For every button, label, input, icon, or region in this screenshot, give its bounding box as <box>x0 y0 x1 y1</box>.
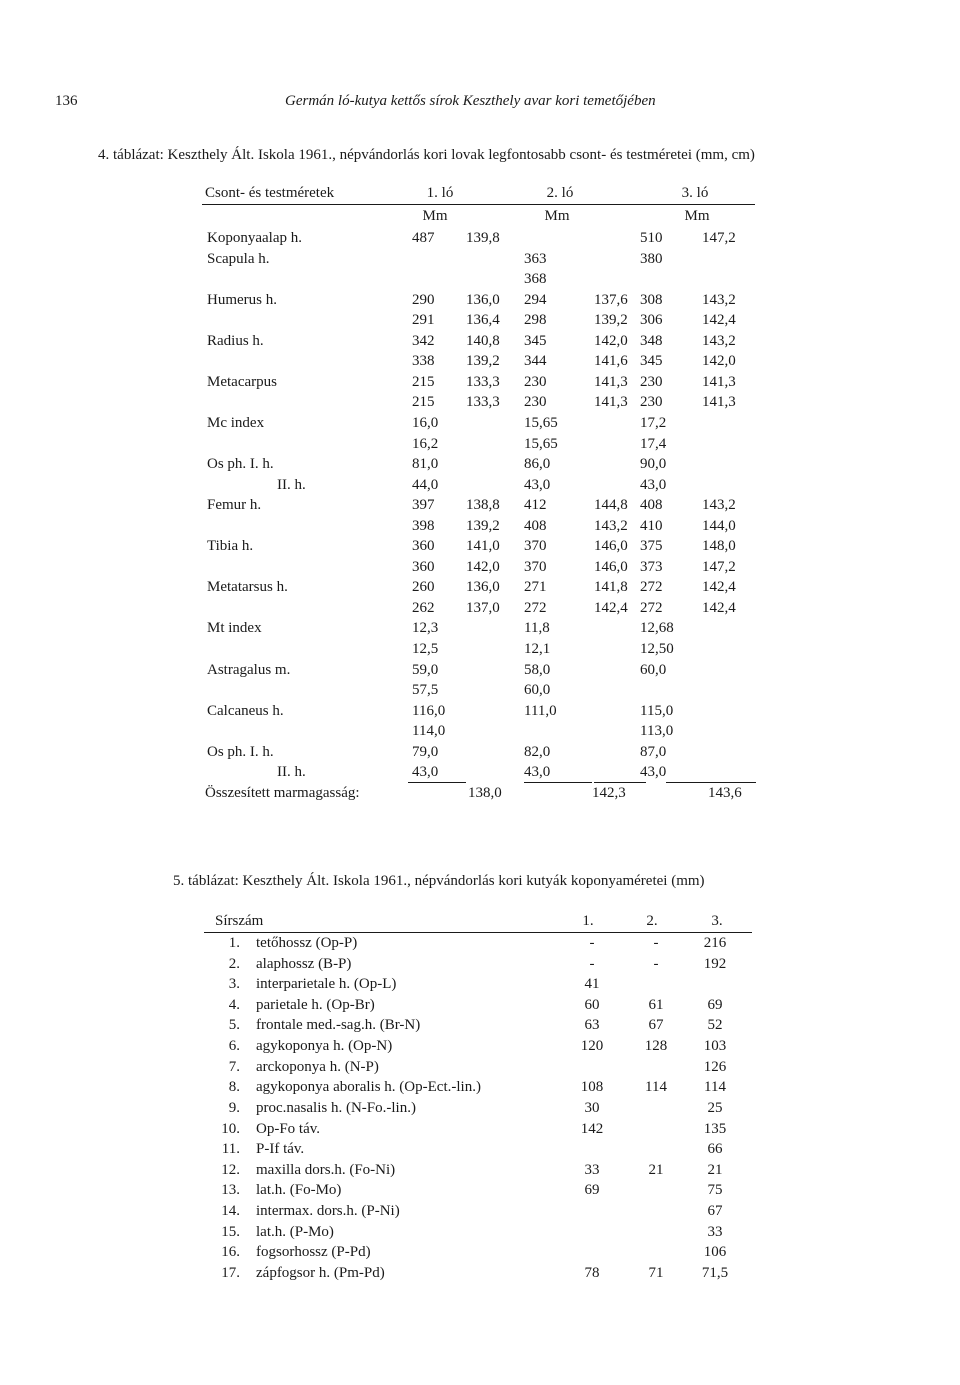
table4-cell: 148,0 <box>702 538 736 554</box>
table5-cell: 21 <box>648 1162 664 1178</box>
table4-cell: 82,0 <box>524 744 551 760</box>
table4-cell: 342 <box>412 333 435 349</box>
table5-row-number: 10. <box>221 1121 240 1137</box>
table4-cell: 141,3 <box>702 394 736 410</box>
table4-cell: 144,8 <box>594 497 628 513</box>
table4-cell: 271 <box>524 579 547 595</box>
table5-row-label: frontale med.-sag.h. (Br-N) <box>256 1017 421 1033</box>
table4-cell: 137,0 <box>466 600 500 616</box>
table4-cell: 79,0 <box>412 744 439 760</box>
table4-cell: 15,65 <box>524 436 558 452</box>
table4-cell: 375 <box>640 538 663 554</box>
table4-row-label: Astragalus m. <box>207 662 291 678</box>
table4-cell: 17,4 <box>640 436 667 452</box>
table4-total-label: Összesített marmagasság: <box>205 785 360 801</box>
table5-row-label: Op-Fo táv. <box>256 1121 321 1137</box>
table4-cell: 43,0 <box>412 764 439 780</box>
table4-row-label: Metacarpus <box>207 374 277 390</box>
table4-cell: 43,0 <box>524 477 551 493</box>
table4-cell: 308 <box>640 292 663 308</box>
table4-sum-rule-2 <box>524 782 592 783</box>
table5-cell: - <box>589 935 595 951</box>
table4-cell: 116,0 <box>412 703 446 719</box>
table4-cell: 143,2 <box>702 292 736 308</box>
table4-cell: 86,0 <box>524 456 551 472</box>
table4-cell: 16,2 <box>412 436 439 452</box>
table4-cell: 398 <box>412 518 435 534</box>
table4-cell: 146,0 <box>594 538 628 554</box>
table5-row-number: 2. <box>228 956 240 972</box>
table4-cell: 141,0 <box>466 538 500 554</box>
table4-subheader: Mm <box>422 208 448 224</box>
table4-row-label: Metatarsus h. <box>207 579 288 595</box>
table5-cell: 69 <box>584 1182 600 1198</box>
table4-cell: 230 <box>524 394 547 410</box>
table4-cell: 12,1 <box>524 641 551 657</box>
table4-cell: 57,5 <box>412 682 439 698</box>
table4-cell: 141,6 <box>594 353 628 369</box>
table4-cell: 215 <box>412 394 435 410</box>
table4-cell: 338 <box>412 353 435 369</box>
table4-row-label: II. h. <box>277 477 306 493</box>
table4-cell: 272 <box>640 579 663 595</box>
table4-horse-header: 2. ló <box>546 185 574 201</box>
table5-cell: 106 <box>703 1244 727 1260</box>
table5-cell: 120 <box>580 1038 604 1054</box>
table4-cell: 137,6 <box>594 292 628 308</box>
table4-row-label: II. h. <box>277 764 306 780</box>
table5-header-rule <box>204 932 752 933</box>
table4-cell: 142,0 <box>702 353 736 369</box>
table4-cell: 115,0 <box>640 703 674 719</box>
table5-row-number: 9. <box>228 1100 240 1116</box>
table4-cell: 143,2 <box>702 333 736 349</box>
table4-row-label: Mc index <box>207 415 265 431</box>
table4-cell: 344 <box>524 353 547 369</box>
table4-cell: 60,0 <box>524 682 551 698</box>
table4-cell: 373 <box>640 559 663 575</box>
table5-cell: 25 <box>707 1100 723 1116</box>
table5-col-header: 1. <box>582 913 594 929</box>
table5-caption: 5. táblázat: Keszthely Ált. Iskola 1961., népvándorlás kori kutyák koponyaméretei (mm) <box>173 873 705 889</box>
table4-cell: 140,8 <box>466 333 500 349</box>
table5-col-header: 2. <box>646 913 658 929</box>
table5-cell: 67 <box>648 1017 664 1033</box>
table4-header-rule <box>202 204 755 205</box>
table4-cell: 16,0 <box>412 415 439 431</box>
table4-cell: 360 <box>412 538 435 554</box>
table5-row-number: 3. <box>228 976 240 992</box>
table4-horse-header: 1. ló <box>426 185 454 201</box>
table4-cell: 12,50 <box>640 641 674 657</box>
table4-cell: 410 <box>640 518 663 534</box>
table4-cell: 230 <box>640 394 663 410</box>
table4-row-label: Humerus h. <box>207 292 277 308</box>
table5-cell: 33 <box>707 1224 723 1240</box>
table4-total-value: 142,3 <box>592 785 626 801</box>
table4-total-value: 143,6 <box>708 785 742 801</box>
table4-cell: 142,0 <box>594 333 628 349</box>
table5-cell: 69 <box>707 997 723 1013</box>
table4-cell: 143,2 <box>702 497 736 513</box>
table4-cell: 15,65 <box>524 415 558 431</box>
table5-row-label: arckoponya h. (N-P) <box>256 1059 379 1075</box>
table5-col-header: 3. <box>711 913 723 929</box>
table4-cell: 133,3 <box>466 374 500 390</box>
table5-row-label: interparietale h. (Op-L) <box>256 976 397 992</box>
table5-cell: 142 <box>580 1121 604 1137</box>
table4-cell: 146,0 <box>594 559 628 575</box>
table5-row-label: lat.h. (Fo-Mo) <box>256 1182 342 1198</box>
table5-row-label: proc.nasalis h. (N-Fo.-lin.) <box>256 1100 416 1116</box>
table4-cell: 230 <box>524 374 547 390</box>
table5-row-label: P-If táv. <box>256 1141 305 1157</box>
table4-row-label: Calcaneus h. <box>207 703 284 719</box>
table4-cell: 363 <box>524 251 547 267</box>
table4-row-label: Scapula h. <box>207 251 270 267</box>
table5-cell: 63 <box>584 1017 600 1033</box>
table4-cell: 43,0 <box>524 764 551 780</box>
table5-cell: 71 <box>648 1265 664 1281</box>
table4-cell: 139,2 <box>594 312 628 328</box>
table4-cell: 81,0 <box>412 456 439 472</box>
table4-cell: 348 <box>640 333 663 349</box>
table4-row-label: Os ph. I. h. <box>207 456 274 472</box>
page-number: 136 <box>55 93 78 109</box>
table4-row-label: Koponyaalap h. <box>207 230 302 246</box>
table5-cell: - <box>653 956 659 972</box>
table4-row-label: Os ph. I. h. <box>207 744 274 760</box>
table4-cell: 138,8 <box>466 497 500 513</box>
table4-cell: 142,4 <box>702 312 736 328</box>
table4-cell: 58,0 <box>524 662 551 678</box>
table5-cell: 66 <box>707 1141 723 1157</box>
table4-cell: 141,8 <box>594 579 628 595</box>
table5-cell: 114 <box>704 1079 726 1095</box>
table4-cell: 136,0 <box>466 579 500 595</box>
table5-row-label: alaphossz (B-P) <box>256 956 352 972</box>
table4-row-label: Radius h. <box>207 333 264 349</box>
table4-cell: 272 <box>640 600 663 616</box>
table5-row-number: 16. <box>221 1244 240 1260</box>
table4-cell: 290 <box>412 292 435 308</box>
table5-row-number: 13. <box>221 1182 240 1198</box>
table4-cell: 12,3 <box>412 620 439 636</box>
table5-cell: 108 <box>580 1079 604 1095</box>
table5-cell: 75 <box>707 1182 723 1198</box>
table4-cell: 360 <box>412 559 435 575</box>
table4-cell: 510 <box>640 230 663 246</box>
table4-cell: 298 <box>524 312 547 328</box>
table4-row-label: Tibia h. <box>207 538 254 554</box>
table5-row-number: 11. <box>221 1141 240 1157</box>
running-title: Germán ló-kutya kettős sírok Keszthely avar kori temetőjében <box>285 93 656 109</box>
table5-cell: - <box>589 956 595 972</box>
table4-sum-rule-1 <box>408 782 466 783</box>
table4-caption: 4. táblázat: Keszthely Ált. Iskola 1961., népvándorlás kori lovak legfontosabb csont- és testméretei (mm, cm) <box>98 147 755 163</box>
table4-cell: 412 <box>524 497 547 513</box>
table4-cell: 43,0 <box>640 477 667 493</box>
table4-subheader: Mm <box>544 208 570 224</box>
table5-cell: 61 <box>648 997 664 1013</box>
table4-cell: 90,0 <box>640 456 667 472</box>
table5-cell: 67 <box>707 1203 723 1219</box>
table4-cell: 230 <box>640 374 663 390</box>
table4-cell: 272 <box>524 600 547 616</box>
table4-cell: 141,3 <box>594 374 628 390</box>
table4-cell: 139,2 <box>466 518 500 534</box>
table4-cell: 142,4 <box>702 579 736 595</box>
table4-cell: 215 <box>412 374 435 390</box>
table4-row-label: Femur h. <box>207 497 262 513</box>
table5-row-label: zápfogsor h. (Pm-Pd) <box>256 1265 385 1281</box>
table4-cell: 147,2 <box>702 230 736 246</box>
table5-cell: 41 <box>584 976 600 992</box>
table4-cell: 142,0 <box>466 559 500 575</box>
table5-cell: 78 <box>584 1265 600 1281</box>
table4-cell: 44,0 <box>412 477 439 493</box>
table4-cell: 11,8 <box>524 620 550 636</box>
table5-row-label: maxilla dors.h. (Fo-Ni) <box>256 1162 396 1178</box>
table4-cell: 345 <box>640 353 663 369</box>
table4-cell: 143,2 <box>594 518 628 534</box>
table5-cell: 103 <box>703 1038 727 1054</box>
table4-cell: 17,2 <box>640 415 667 431</box>
table5-cell: - <box>653 935 659 951</box>
table4-cell: 87,0 <box>640 744 667 760</box>
table4-cell: 306 <box>640 312 663 328</box>
table4-cell: 133,3 <box>466 394 500 410</box>
table4-cell: 12,68 <box>640 620 674 636</box>
table5-row-label: agykoponya h. (Op-N) <box>256 1038 393 1054</box>
table4-cell: 291 <box>412 312 435 328</box>
table5-cell: 192 <box>703 956 727 972</box>
table5-cell: 52 <box>707 1017 723 1033</box>
table4-cell: 114,0 <box>412 723 446 739</box>
table5-cell: 21 <box>707 1162 723 1178</box>
table4-cell: 43,0 <box>640 764 667 780</box>
table4-horse-header: 3. ló <box>681 185 709 201</box>
table5-header-label: Sírszám <box>215 913 264 929</box>
table5-row-label: parietale h. (Op-Br) <box>256 997 375 1013</box>
table5-cell: 60 <box>584 997 600 1013</box>
table5-row-number: 5. <box>228 1017 240 1033</box>
table4-cell: 408 <box>640 497 663 513</box>
table4-sum-rule-4 <box>666 782 756 783</box>
table5-row-number: 1. <box>228 935 240 951</box>
table4-cell: 12,5 <box>412 641 439 657</box>
table4-cell: 345 <box>524 333 547 349</box>
table4-cell: 397 <box>412 497 435 513</box>
table5-row-number: 14. <box>221 1203 240 1219</box>
table4-cell: 294 <box>524 292 547 308</box>
table5-row-label: agykoponya aboralis h. (Op-Ect.-lin.) <box>256 1079 481 1095</box>
table5-row-number: 17. <box>221 1265 240 1281</box>
table5-cell: 33 <box>584 1162 600 1178</box>
table4-sum-rule-3 <box>594 782 646 783</box>
table5-row-number: 6. <box>228 1038 240 1054</box>
table5-cell: 30 <box>584 1100 600 1116</box>
table4-row-label: Mt index <box>207 620 262 636</box>
table4-total-value: 138,0 <box>468 785 502 801</box>
table4-subheader: Mm <box>684 208 710 224</box>
table5-cell: 126 <box>703 1059 727 1075</box>
table5-cell: 135 <box>703 1121 727 1137</box>
table5-cell: 216 <box>703 935 727 951</box>
table4-cell: 136,4 <box>466 312 500 328</box>
table4-cell: 136,0 <box>466 292 500 308</box>
table4-cell: 368 <box>524 271 547 287</box>
table5-row-label: fogsorhossz (P-Pd) <box>256 1244 371 1260</box>
table5-row-number: 15. <box>221 1224 240 1240</box>
table5-cell: 71,5 <box>701 1265 729 1281</box>
table5-row-number: 4. <box>228 997 240 1013</box>
table4-cell: 141,3 <box>594 394 628 410</box>
table4-cell: 113,0 <box>640 723 674 739</box>
table5-cell: 114 <box>645 1079 667 1095</box>
table4-cell: 380 <box>640 251 663 267</box>
table4-cell: 139,2 <box>466 353 500 369</box>
table4-cell: 370 <box>524 538 547 554</box>
table4-cell: 487 <box>412 230 435 246</box>
table5-cell: 128 <box>644 1038 668 1054</box>
table5-row-label: intermax. dors.h. (P-Ni) <box>256 1203 400 1219</box>
table4-cell: 142,4 <box>594 600 628 616</box>
table4-cell: 59,0 <box>412 662 439 678</box>
table4-cell: 142,4 <box>702 600 736 616</box>
table4-cell: 141,3 <box>702 374 736 390</box>
table4-cell: 262 <box>412 600 435 616</box>
table5-row-number: 12. <box>221 1162 240 1178</box>
table4-cell: 60,0 <box>640 662 667 678</box>
table5-row-number: 8. <box>228 1079 240 1095</box>
table4-cell: 147,2 <box>702 559 736 575</box>
table4-cell: 139,8 <box>466 230 500 246</box>
table4-cell: 370 <box>524 559 547 575</box>
table4-cell: 408 <box>524 518 547 534</box>
table5-row-number: 7. <box>228 1059 240 1075</box>
table4-cell: 260 <box>412 579 435 595</box>
table4-header-label: Csont- és testméretek <box>205 185 335 201</box>
table5-row-label: tetőhossz (Op-P) <box>256 935 358 951</box>
table5-row-label: lat.h. (P-Mo) <box>256 1224 334 1240</box>
table4-cell: 111,0 <box>524 703 557 719</box>
table4-cell: 144,0 <box>702 518 736 534</box>
